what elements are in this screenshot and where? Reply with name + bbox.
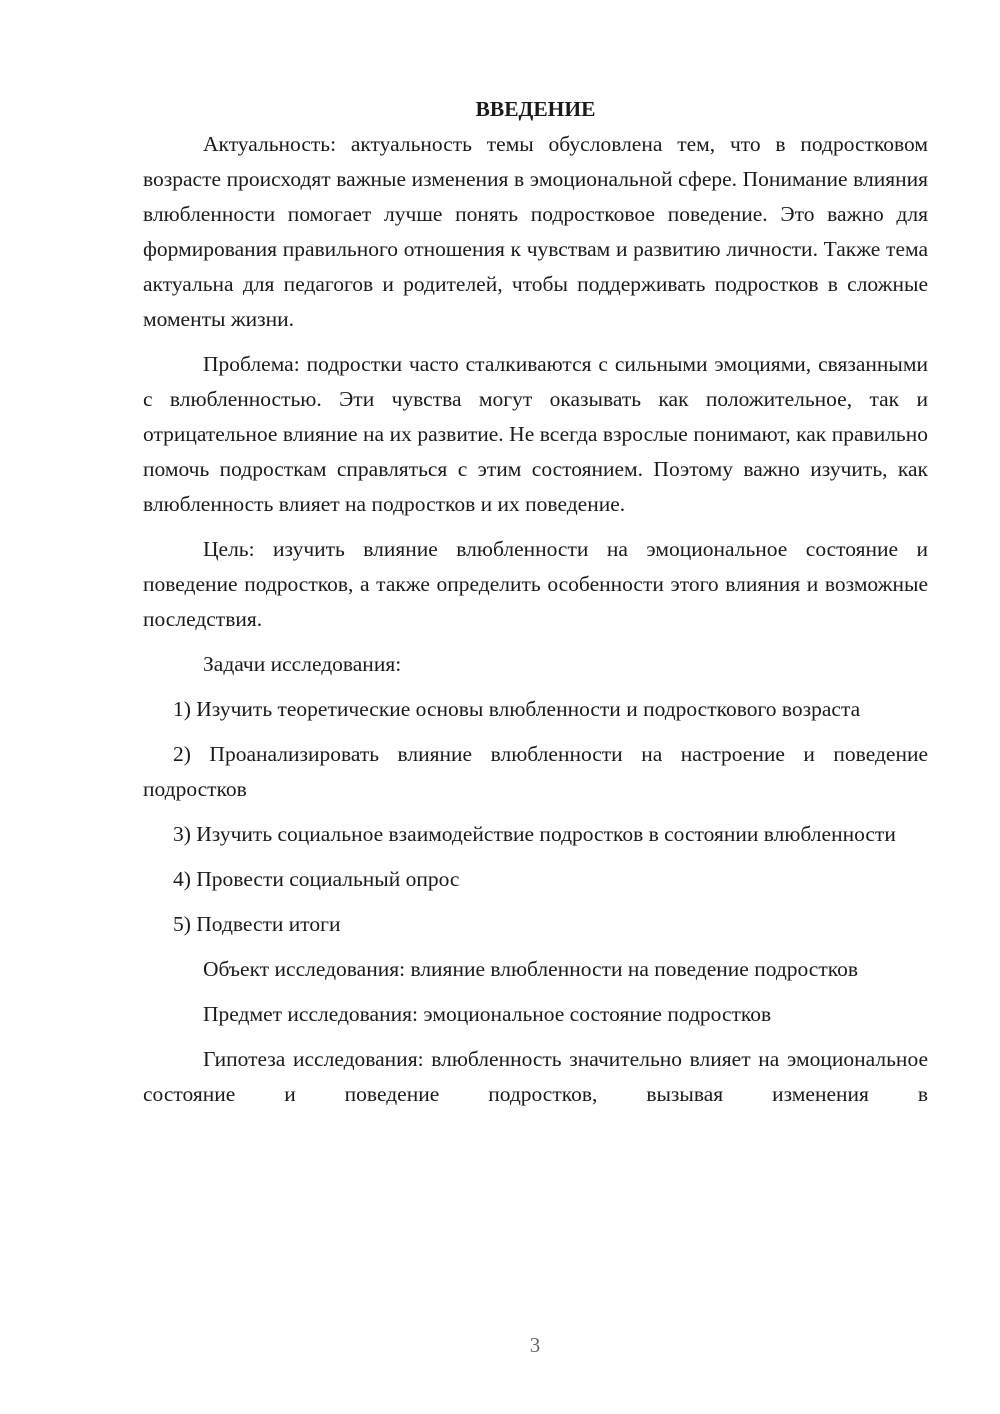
tasks-heading: Задачи исследования: (203, 652, 402, 676)
paragraph-relevance: Актуальность: актуальность темы обусловлена тем, что в подростковом возрасте происходят важные изменения в эмоциональной сфере. Понимание влияния влюбленности помогает лучше понять подростковое поведение. Это важно для формирования правильного отношения к чувствам и развитию личности. Также тема актуальна для педагогов и родителей, чтобы поддерживать подростков в сложные моменты жизни. (143, 132, 928, 331)
paragraph-hypothesis: Гипотеза исследования: влюбленность значительно влияет на эмоциональное состояние и поведение подростков, вызывая изменения в (143, 1047, 928, 1106)
task-item-2: 2) Проанализировать влияние влюбленности на настроение и поведение подростков (143, 742, 928, 801)
page-number: 3 (529, 1333, 541, 1357)
paragraph-goal: Цель: изучить влияние влюбленности на эмоциональное состояние и поведение подростков, а также определить особенности этого влияния и возможные последствия. (143, 537, 928, 631)
tasks-list (143, 692, 928, 942)
paragraph-subject: Предмет исследования: эмоциональное состояние подростков (203, 1002, 772, 1026)
task-item-1: 1) Изучить теоретические основы влюбленности и подросткового возраста (173, 697, 861, 721)
paragraph-object: Объект исследования: влияние влюбленности на поведение подростков (203, 957, 859, 981)
paragraph-problem: Проблема: подростки часто сталкиваются с сильными эмоциями, связанными с влюбленностью. Эти чувства могут оказывать как положительное, так и отрицательное влияние на их развитие. Не всегда взрослые понимают, как правильно помочь подросткам справляться с этим состоянием. Поэтому важно изучить, как влюбленность влияет на подростков и их поведение. (143, 352, 928, 516)
document-page (143, 92, 928, 1122)
task-item-4: 4) Провести социальный опрос (173, 867, 460, 891)
task-item-5: 5) Подвести итоги (173, 912, 341, 936)
section-title: ВВЕДЕНИЕ (475, 97, 596, 121)
task-item-3: 3) Изучить социальное взаимодействие подростков в состоянии влюбленности (173, 822, 896, 846)
